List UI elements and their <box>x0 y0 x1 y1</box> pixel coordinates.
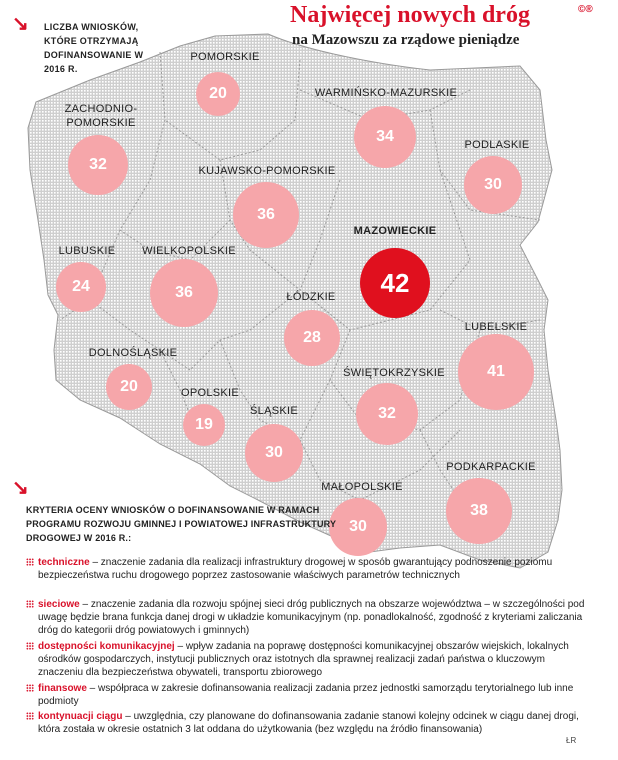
region-label-dolnoslaskie: DOLNOŚLĄSKIE <box>88 347 178 359</box>
copyright-mark: ©® <box>578 4 593 15</box>
bubble-lubelskie: 41 <box>458 334 534 410</box>
region-label-malopolskie: MAŁOPOLSKIE <box>321 481 403 493</box>
region-label-swietokrzyskie: ŚWIĘTOKRZYSKIE <box>343 367 445 379</box>
criterion-keyword: dostępności komunikacyjnej <box>38 641 175 652</box>
region-label-podlaskie: PODLASKIE <box>464 139 530 151</box>
region-label-wielkopolskie: WIELKOPOLSKIE <box>142 245 236 257</box>
criterion-text: – uwzględnia, czy planowane do dofinansowania zadanie stanowi kolejny odcinek w ciągu danej drogi, która została w okresie ostatnich 3 lat oddana do użytkowania (bez względu na źródło finansowania) <box>38 711 579 735</box>
region-label-slaskie: ŚLĄSKIE <box>250 405 298 417</box>
criterion-text: – znaczenie zadania dla realizacji infrastruktury drogowej w sposób gwarantujący podnoszenie poziomu bezpieczeństwa ruchu drogowego poprzez zastosowanie właściwych parametrów technicznych <box>38 557 553 581</box>
criterion-keyword: sieciowe <box>38 599 80 610</box>
bubble-lodzkie: 28 <box>284 310 340 366</box>
bubble-dolnoslaskie: 20 <box>106 364 152 410</box>
region-label-lubuskie: LUBUSKIE <box>58 245 116 257</box>
criterion-item <box>26 598 586 637</box>
region-label-lubelskie: LUBELSKIE <box>464 321 528 333</box>
criterion-item <box>26 640 586 679</box>
dot-grid-icon <box>26 558 34 566</box>
criteria-heading: KRYTERIA OCENY WNIOSKÓW O DOFINANSOWANIE W RAMACH PROGRAMU ROZWOJU GMINNEJ I POWIATOWEJ INFRASTRUKTURY DROGOWEJ W 2016 R.: <box>26 505 337 543</box>
bubble-lubuskie: 24 <box>56 262 106 312</box>
author-signature: ŁR <box>566 736 577 745</box>
bubble-podkarpackie: 38 <box>446 478 512 544</box>
arrow-down-right-icon: ↘ <box>12 13 29 35</box>
bubble-swietokrzyskie: 32 <box>356 383 418 445</box>
page-title: Najwięcej nowych dróg <box>290 2 530 28</box>
bubble-opolskie: 19 <box>183 404 225 446</box>
dot-grid-icon <box>26 600 34 608</box>
dot-grid-icon <box>26 684 34 692</box>
bubble-pomorskie: 20 <box>196 72 240 116</box>
dot-grid-icon <box>26 712 34 720</box>
region-label-lodzkie: ŁÓDZKIE <box>286 291 336 303</box>
region-label-podkarpackie: PODKARPACKIE <box>446 461 536 473</box>
criterion-text: – współpraca w zakresie dofinansowania realizacji zadania przez jednostki samorządu terytorialnego lub inne podmioty <box>38 683 574 707</box>
bubble-slaskie: 30 <box>245 424 303 482</box>
bubble-warminsko-mazurskie: 34 <box>354 106 416 168</box>
region-label-pomorskie: POMORSKIE <box>190 51 260 63</box>
region-label-opolskie: OPOLSKIE <box>180 387 240 399</box>
region-label-kujawsko-pomorskie: KUJAWSKO-POMORSKIE <box>198 165 336 177</box>
bubble-podlaskie: 30 <box>464 156 522 214</box>
region-label-warminsko-mazurskie: WARMIŃSKO-MAZURSKIE <box>314 87 458 99</box>
legend-text: LICZBA WNIOSKÓW, KTÓRE OTRZYMAJĄ DOFINANSOWANIE W 2016 R. <box>44 22 144 74</box>
criterion-text: – znaczenie zadania dla rozwoju spójnej sieci dróg publicznych na obszarze województwa – w szczególności pod uwagę będzie brana funkcja danej drogi w układzie komunikacyjnym (np. ponadlokalność, zgodność z kryteriami zaliczania dróg do kategorii dróg powiatowych i gminnych) <box>38 599 585 636</box>
region-label-zachodniopomorskie: ZACHODNIO-POMORSKIE <box>64 103 138 129</box>
bubble-wielkopolskie: 36 <box>150 259 218 327</box>
criterion-item <box>26 682 586 708</box>
bubble-kujawsko-pomorskie: 36 <box>233 182 299 248</box>
criterion-keyword: techniczne <box>38 557 90 568</box>
arrow-down-right-icon: ↘ <box>12 477 29 499</box>
page-subtitle: na Mazowszu za rządowe pieniądze <box>292 32 520 48</box>
bubble-zachodniopomorskie: 32 <box>68 135 128 195</box>
bubble-malopolskie: 30 <box>329 498 387 556</box>
region-label-mazowieckie: MAZOWIECKIE <box>353 225 437 237</box>
criterion-item <box>26 556 586 582</box>
dot-grid-icon <box>26 642 34 650</box>
bubble-mazowieckie: 42 <box>360 248 430 318</box>
criterion-item <box>26 710 586 736</box>
criterion-keyword: kontynuacji ciągu <box>38 711 123 722</box>
criterion-keyword: finansowe <box>38 683 87 694</box>
criterion-text: – wpływ zadania na poprawę dostępności komunikacyjnej obszarów wiejskich, lokalnych ośrodków gospodarczych, instytucji publicznych oraz istotnych dla sprawnej realizacji zadań państwa o kluczowym znaczeniu dla bezpieczeństwa obywateli, transportu zbiorowego <box>38 641 569 678</box>
